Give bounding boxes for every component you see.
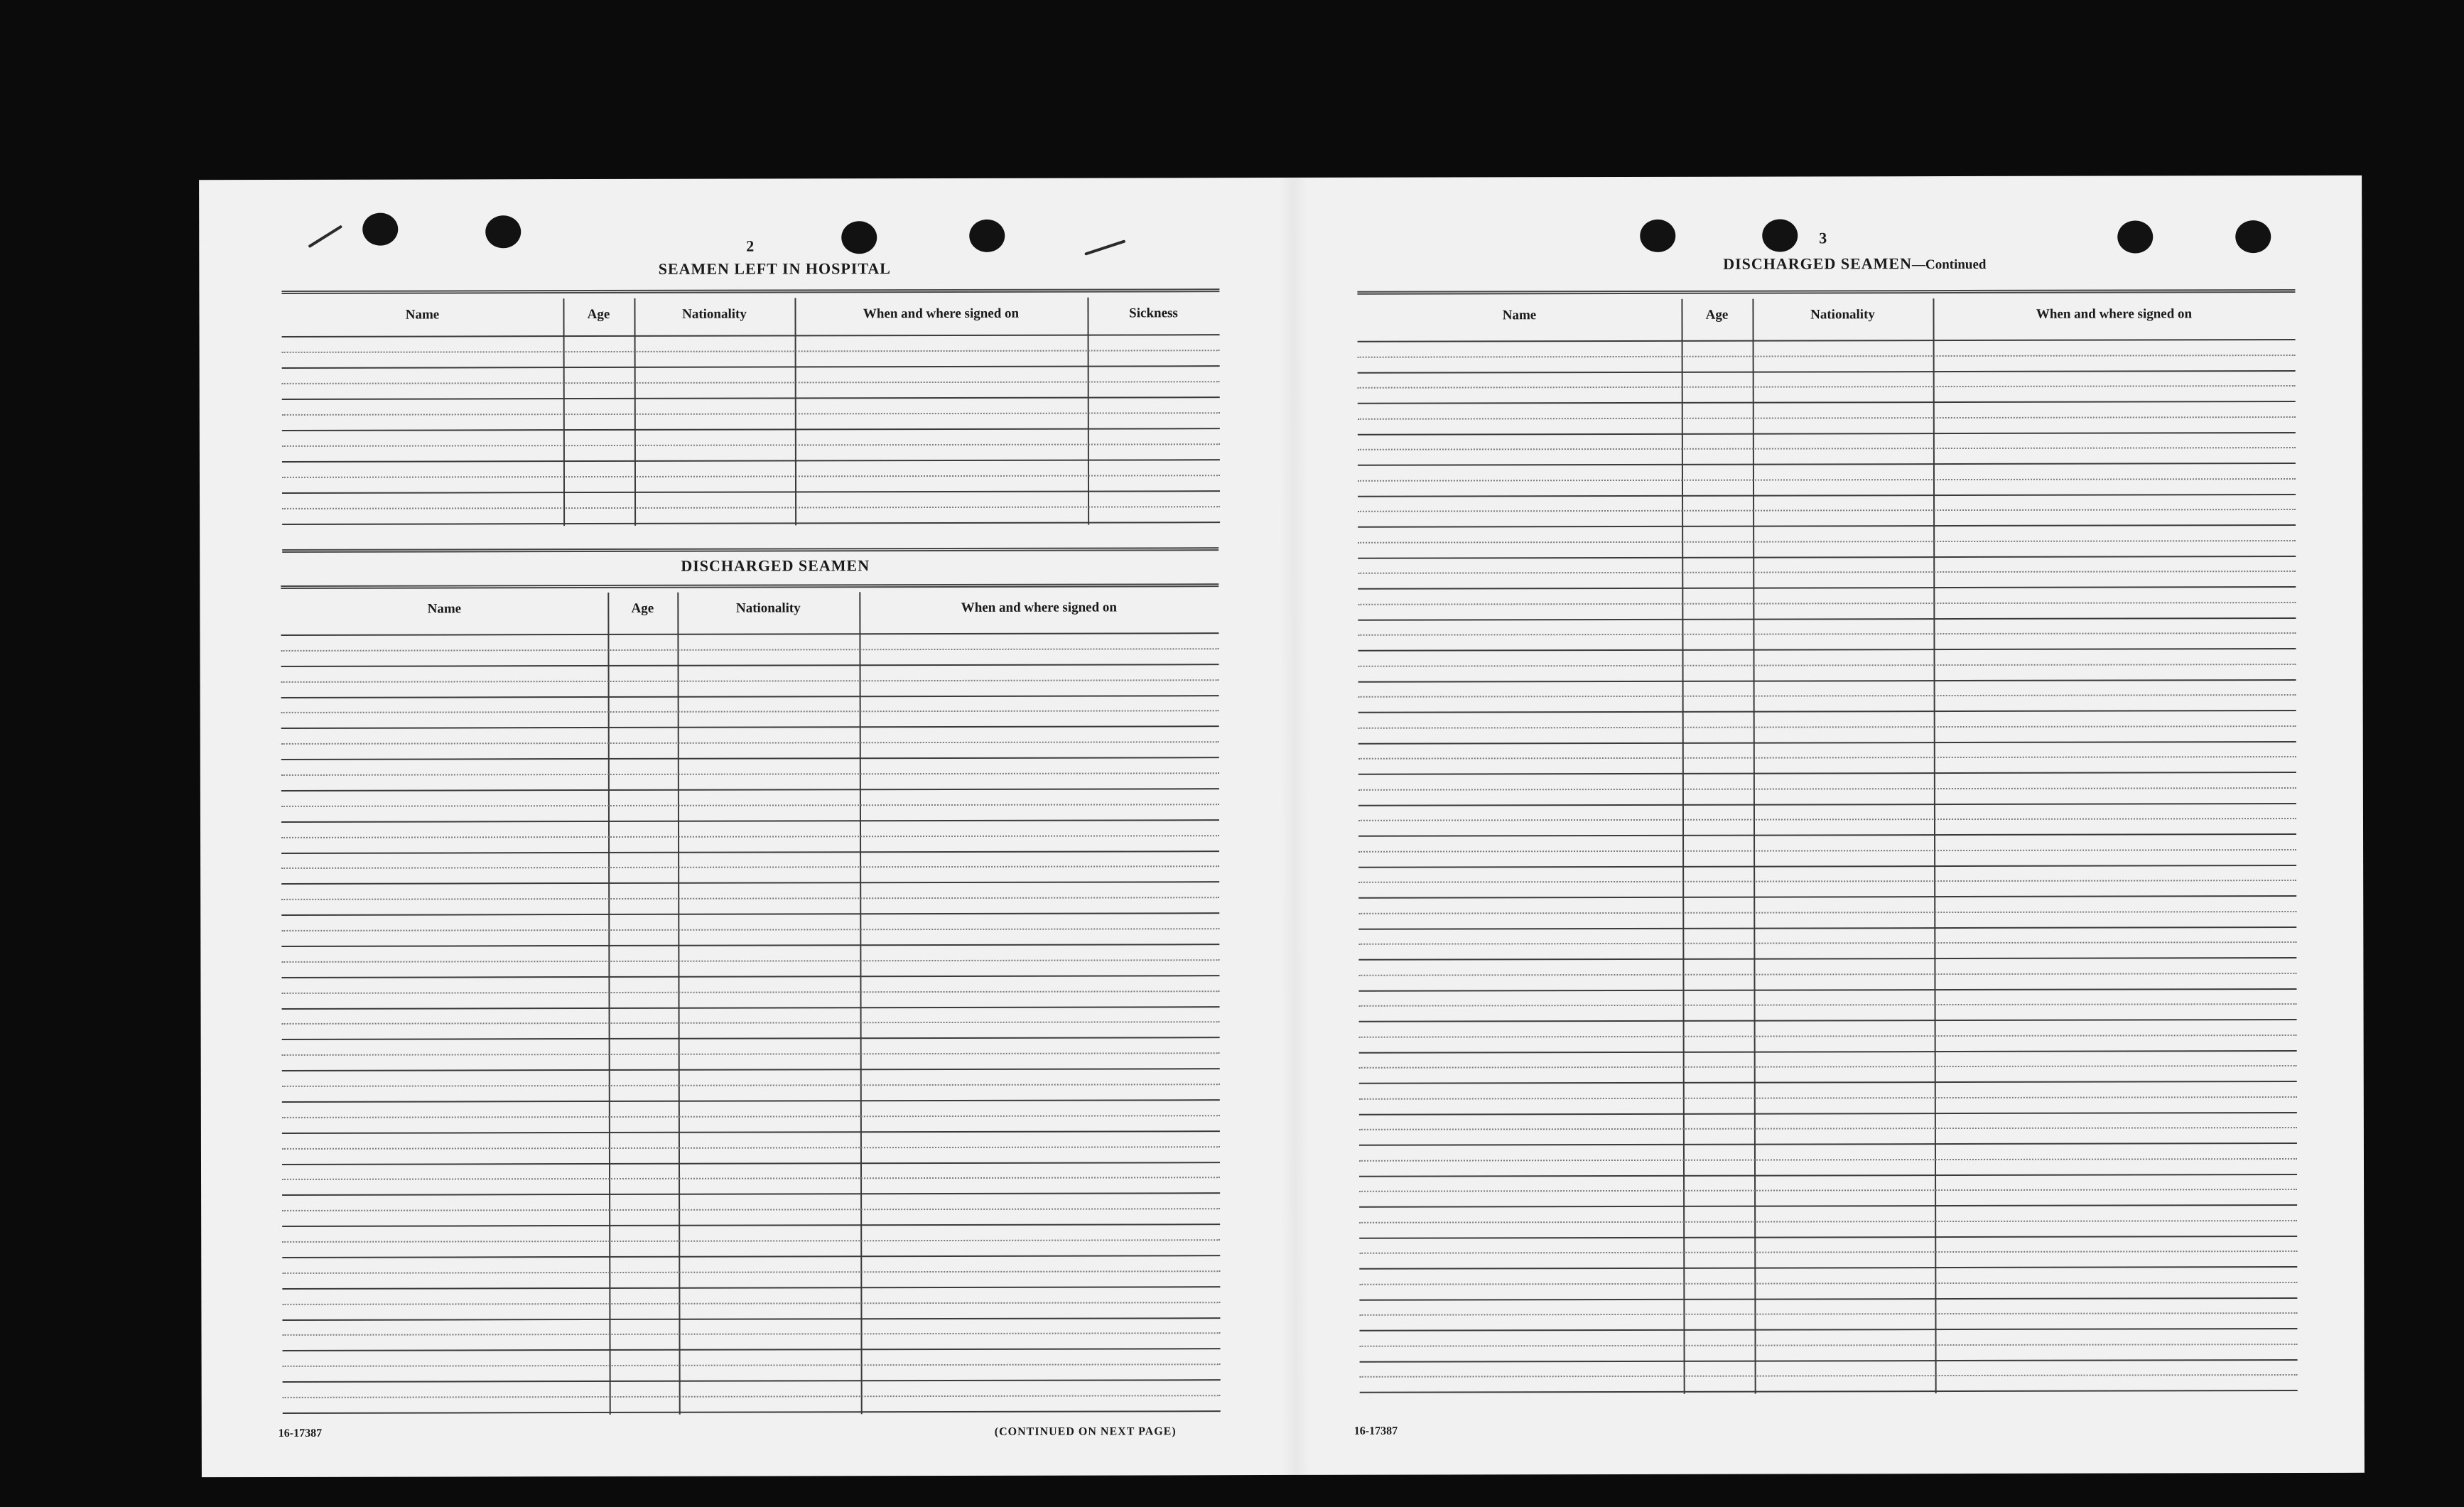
table-row (281, 788, 1219, 792)
row-guide (281, 648, 1219, 652)
table-row (281, 726, 1219, 730)
table-row (1358, 679, 2296, 683)
row-guide (281, 804, 1219, 807)
table-row (1358, 988, 2296, 992)
punch-hole (362, 213, 398, 246)
table-row (1359, 1236, 2297, 1239)
header-rule (1358, 339, 2296, 342)
row-guide (282, 506, 1220, 509)
table-row (282, 1224, 1220, 1227)
punch-hole (2117, 220, 2153, 253)
row-guide (1358, 540, 2296, 544)
table-row (282, 396, 1220, 400)
table-row (282, 1193, 1220, 1197)
table-row (1358, 432, 2296, 436)
column-header: When and where signed on (961, 600, 1118, 615)
row-guide (1358, 941, 2296, 945)
double-rule (281, 583, 1219, 589)
column-header: When and where signed on (863, 306, 1020, 322)
row-guide (1358, 571, 2296, 574)
column-header: Sickness (1129, 306, 1178, 321)
row-guide (1359, 1220, 2297, 1224)
table-row (281, 757, 1219, 760)
table-row (1358, 772, 2296, 775)
row-guide (283, 1395, 1221, 1398)
form-number: 16-17387 (1353, 1425, 1398, 1437)
column-divider (677, 593, 680, 1415)
table-row (1359, 1204, 2297, 1208)
table-row (1358, 865, 2296, 868)
table-row (1358, 401, 2296, 404)
row-guide (1358, 416, 2296, 420)
table-row (282, 1317, 1220, 1321)
row-guide (1358, 818, 2296, 821)
row-guide (1358, 385, 2296, 389)
column-header: Name (427, 601, 462, 617)
table-row (1359, 1019, 2297, 1022)
row-guide (1359, 1251, 2297, 1254)
double-rule (281, 288, 1219, 294)
continued-note: (CONTINUED ON NEXT PAGE) (994, 1425, 1177, 1438)
table-row (1359, 1328, 2297, 1332)
punch-hole (969, 220, 1005, 252)
row-guide (1359, 1158, 2297, 1162)
hospital-section-title: SEAMEN LEFT IN HOSPITAL (658, 259, 891, 278)
header-rule (281, 632, 1219, 636)
row-guide (282, 443, 1220, 447)
table-row (283, 1349, 1221, 1352)
right-title-main: DISCHARGED SEAMEN (1723, 254, 1912, 273)
right-section-title (1677, 254, 2032, 274)
row-guide (1358, 664, 2296, 667)
row-guide (281, 835, 1219, 838)
table-row (282, 1130, 1220, 1134)
row-guide (1359, 1065, 2297, 1069)
row-guide (283, 1363, 1221, 1367)
row-guide (282, 1239, 1220, 1243)
row-guide (282, 412, 1220, 416)
row-guide (1358, 911, 2296, 914)
table-row (1358, 586, 2296, 590)
row-guide (281, 741, 1219, 745)
double-rule (1357, 289, 2295, 295)
header-rule (282, 334, 1220, 337)
page-number: 3 (1819, 229, 1827, 247)
column-divider (859, 592, 862, 1414)
row-guide (1358, 509, 2296, 512)
row-guide (1358, 880, 2296, 883)
table-row (281, 850, 1219, 854)
row-guide (282, 1208, 1220, 1211)
row-guide (281, 711, 1219, 714)
table-row (1358, 710, 2296, 713)
row-guide (282, 1270, 1220, 1274)
row-guide (282, 350, 1220, 353)
table-row (281, 819, 1219, 823)
table-row (281, 975, 1219, 978)
table-row (1358, 463, 2296, 466)
row-guide (1358, 787, 2296, 791)
table-row (1359, 1297, 2297, 1301)
table-row (1358, 494, 2296, 497)
row-guide (281, 866, 1219, 870)
punch-hole (1640, 220, 1675, 252)
table-row (282, 1255, 1220, 1258)
table-row (1358, 556, 2296, 559)
row-guide (1359, 1189, 2297, 1192)
row-guide (1358, 725, 2296, 729)
row-guide (281, 990, 1219, 994)
table-row (1359, 1174, 2297, 1177)
table-row (281, 912, 1219, 916)
table-row (1358, 927, 2296, 930)
row-guide (282, 1084, 1220, 1087)
row-guide (282, 1333, 1220, 1336)
table-row (1358, 957, 2296, 961)
table-row (283, 1379, 1221, 1383)
table-row (282, 365, 1220, 369)
row-guide (281, 959, 1219, 963)
column-header: Age (587, 306, 610, 323)
row-guide (281, 928, 1219, 931)
page-number: 2 (746, 237, 755, 255)
ledger-sheet (199, 175, 2365, 1477)
right-title-suffix: —Continued (1911, 256, 1987, 273)
row-guide (1359, 1282, 2297, 1285)
table-row (282, 1286, 1220, 1290)
table-row (1358, 833, 2296, 837)
column-header: Name (405, 307, 440, 323)
table-row (281, 695, 1219, 698)
table-row (1358, 895, 2296, 899)
row-guide (281, 679, 1219, 683)
row-guide (1358, 478, 2296, 482)
row-guide (1359, 1003, 2297, 1007)
table-row (281, 944, 1219, 947)
table-row (1359, 1266, 2297, 1270)
punch-hole (485, 215, 521, 248)
table-row (1359, 1081, 2297, 1084)
table-row (282, 1006, 1220, 1010)
table-row (1358, 524, 2296, 528)
row-guide (1358, 632, 2296, 636)
punch-hole (841, 221, 877, 254)
ink-mark (308, 225, 342, 249)
ink-mark (1084, 239, 1125, 255)
row-guide (282, 1022, 1220, 1025)
row-guide (1359, 1312, 2297, 1316)
row-guide (1359, 1127, 2297, 1130)
table-row (282, 428, 1220, 431)
table-row (1358, 370, 2296, 374)
table-row (281, 664, 1219, 667)
column-header: Name (1502, 308, 1537, 323)
row-guide (282, 1146, 1220, 1150)
table-row (1359, 1050, 2297, 1054)
table-row (1358, 648, 2296, 652)
table-row (1359, 1143, 2297, 1146)
table-row (281, 882, 1219, 885)
page-gutter (1279, 178, 1310, 1475)
row-guide (1358, 447, 2296, 450)
table-row (1359, 1112, 2297, 1116)
row-guide (1358, 694, 2296, 698)
row-guide (282, 1052, 1220, 1056)
row-guide (1358, 756, 2296, 760)
table-row (282, 490, 1220, 494)
table-row (1360, 1390, 2298, 1393)
row-guide (1359, 1035, 2297, 1038)
row-guide (282, 475, 1220, 478)
punch-hole (1762, 219, 1798, 252)
form-number: 16-17387 (278, 1427, 323, 1440)
table-row (282, 522, 1220, 525)
table-row (282, 1162, 1220, 1165)
row-guide (281, 772, 1219, 776)
table-row (1358, 617, 2296, 621)
column-header: Age (631, 600, 654, 616)
column-header: When and where signed on (2036, 306, 2193, 322)
row-guide (1358, 602, 2296, 605)
column-header: Age (1705, 307, 1729, 323)
row-guide (282, 1302, 1220, 1305)
column-header: Nationality (682, 306, 747, 322)
table-row (1358, 741, 2296, 745)
row-guide (282, 1177, 1220, 1181)
table-row (282, 1068, 1220, 1071)
row-guide (1358, 849, 2296, 853)
punch-hole (2235, 220, 2271, 253)
double-rule (282, 547, 1219, 553)
row-guide (282, 1115, 1220, 1118)
row-guide (1360, 1344, 2298, 1347)
row-guide (281, 897, 1219, 900)
table-row (283, 1410, 1221, 1414)
row-guide (1358, 973, 2296, 976)
table-row (282, 1099, 1220, 1103)
column-divider (607, 593, 610, 1415)
column-header: Nationality (1810, 307, 1875, 323)
column-header: Nationality (735, 600, 801, 616)
table-row (282, 1037, 1220, 1041)
discharged-section-title: DISCHARGED SEAMEN (681, 556, 870, 575)
row-guide (282, 381, 1220, 384)
row-guide (1360, 1374, 2298, 1378)
row-guide (1358, 355, 2296, 358)
table-row (1360, 1359, 2298, 1363)
table-row (1358, 803, 2296, 806)
row-guide (1359, 1096, 2297, 1100)
table-row (282, 459, 1220, 463)
